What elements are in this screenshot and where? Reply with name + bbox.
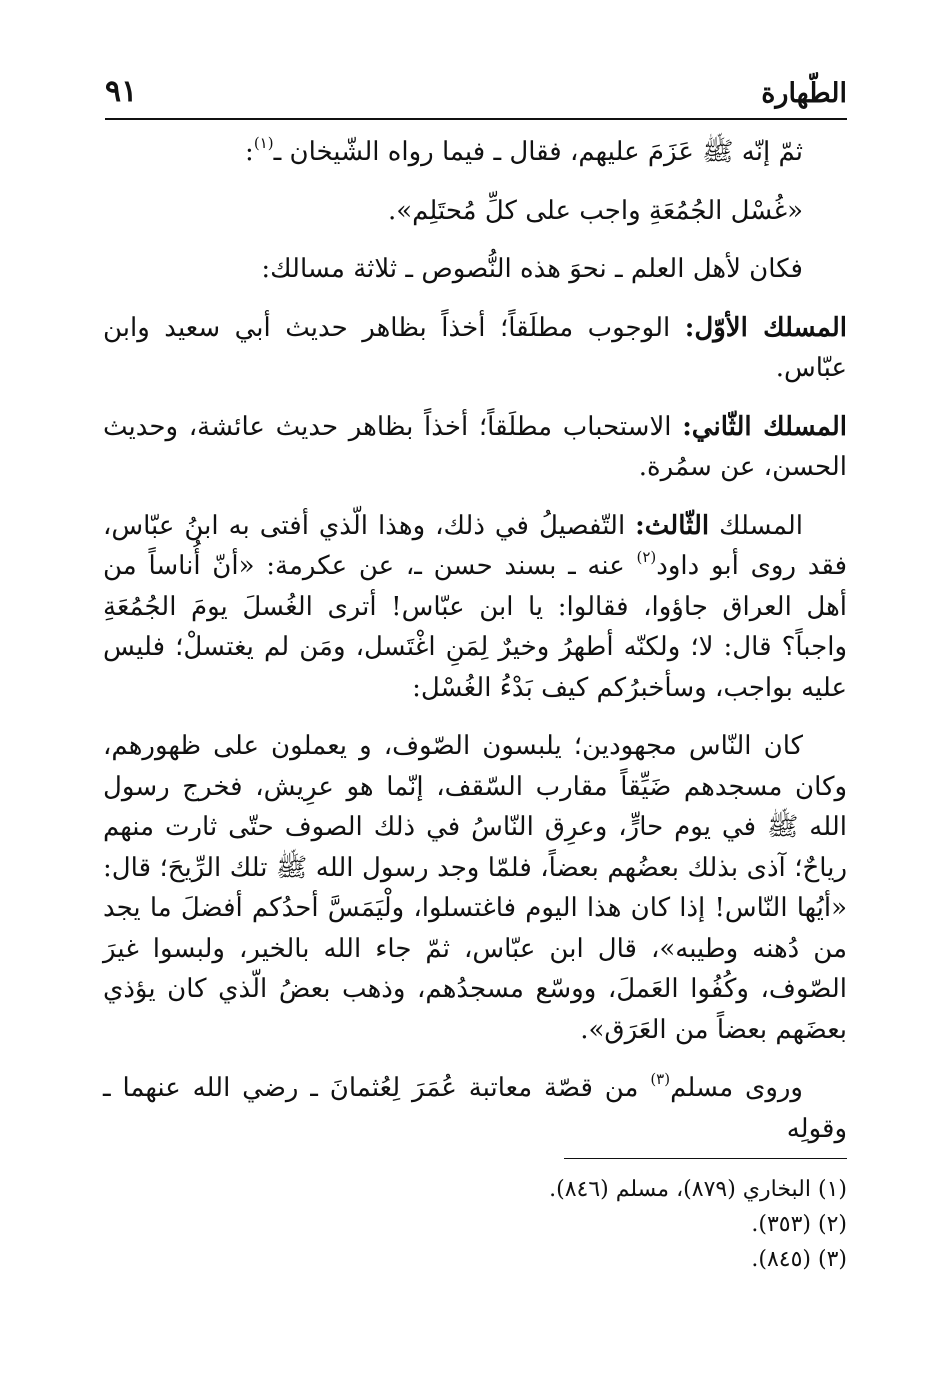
footnote-3: (٣) (٨٤٥). — [751, 1247, 847, 1272]
text-run: ثمّ إنّه ﷺ عَزَمَ عليهم، فقال ـ فيما رواه الشّيخان ـ — [273, 137, 803, 167]
paragraph-3: فكان لأهل العلم ـ نحوَ هذه النُّصوص ـ ثلاثة مسالك: — [261, 254, 803, 284]
body-text — [103, 132, 847, 1167]
running-title: الطّهارة — [761, 78, 847, 109]
approach-heading: الثّالث: — [635, 510, 710, 541]
third-approach — [103, 506, 847, 709]
approach-heading: المسلك الثّاني: — [682, 411, 847, 442]
footnote-ref-1: (١) — [253, 134, 274, 153]
text-run: وروى مسلم — [670, 1073, 803, 1103]
text-run: المسلك — [709, 510, 804, 541]
first-approach — [103, 308, 847, 389]
footnote-1: (١) البخاري (٨٧٩)، مسلم (٨٤٦). — [549, 1177, 847, 1202]
hadith-quote: «غُسْل الجُمُعَةِ واجب على كلِّ مُحتَلِم». — [387, 195, 803, 226]
text-run: عنه ـ بسند حسن ـ، عن عكرمة: «أنّ أُناساً من أهل العراق جاؤوا، فقالوا: يا ابن عبّاس! أترى الغُسلَ يومَ الجُمُعَةِ واجباً؟ قال: لا؛ ولكنّه أطهرُ وخيرٌ لِمَنِ اغْتَسل، ومَن لم يغتسلْ؛ فليس عليه بواجب، وسأخبرُكم كيف بَدْءُ الغُسْل: — [103, 551, 847, 703]
footnote-ref-3: (٣) — [650, 1070, 671, 1089]
footnotes — [103, 1172, 847, 1277]
footnote-ref-2: (٢) — [636, 548, 657, 567]
footnote-separator — [564, 1158, 847, 1159]
paragraph-1 — [103, 132, 847, 173]
page-header — [105, 60, 847, 120]
approach-heading: المسلك الأوّل: — [684, 312, 847, 343]
text-run: الاستحباب مطلَقاً؛ أخذاً بظاهر حديث عائشة، وحديث الحسن، عن سمُرة. — [103, 411, 847, 482]
text-run: التّفصيلُ في ذلك، وهذا الّذي أفتى به ابنُ عبّاس، فقد روى أبو داود — [103, 510, 847, 581]
paragraph-last — [103, 1068, 847, 1149]
footnote-2: (٢) (٣٥٣). — [751, 1212, 847, 1237]
second-approach — [103, 407, 847, 488]
narration-paragraph: كان النّاس مجهودين؛ يلبسون الصّوف، و يعملون على ظهورهم، وكان مسجدهم ضَيِّقاً مقارب السّقف، إنّما هو عرِيش، فخرج رسول الله ﷺ في يوم حارٍّ، وعرِق النّاسُ في ذلك الصوف حتّى ثارت منهم رياحٌ؛ آذى بذلك بعضُهم بعضاً، فلمّا وجد رسول الله ﷺ تلك الرِّيحَ؛ قال: «أيُها النّاس! إذا كان هذا اليوم فاغتسلوا، ولْيَمَسَّ أحدُكم أفضلَ ما يجد من دُهنه وطيبه»، قال ابن عبّاس، ثمّ جاء الله بالخير، ولبسوا غيرَ الصّوف، وكُفُوا العَملَ، ووسّع مسجدُهم، وذهب بعضُ الّذي كان يؤذي بعضَهم بعضاً من العَرَق». — [103, 731, 847, 1045]
text-run: من قصّة معاتبة عُمَرَ لِعُثمانَ ـ رضي الله عنهما ـ وقولِه — [103, 1073, 847, 1144]
page-number: ٩١ — [105, 74, 138, 109]
text-run: الوجوب مطلَقاً؛ أخذاً بظاهر حديث أبي سعيد وابن عبّاس. — [103, 312, 847, 383]
text-run: : — [245, 137, 254, 167]
